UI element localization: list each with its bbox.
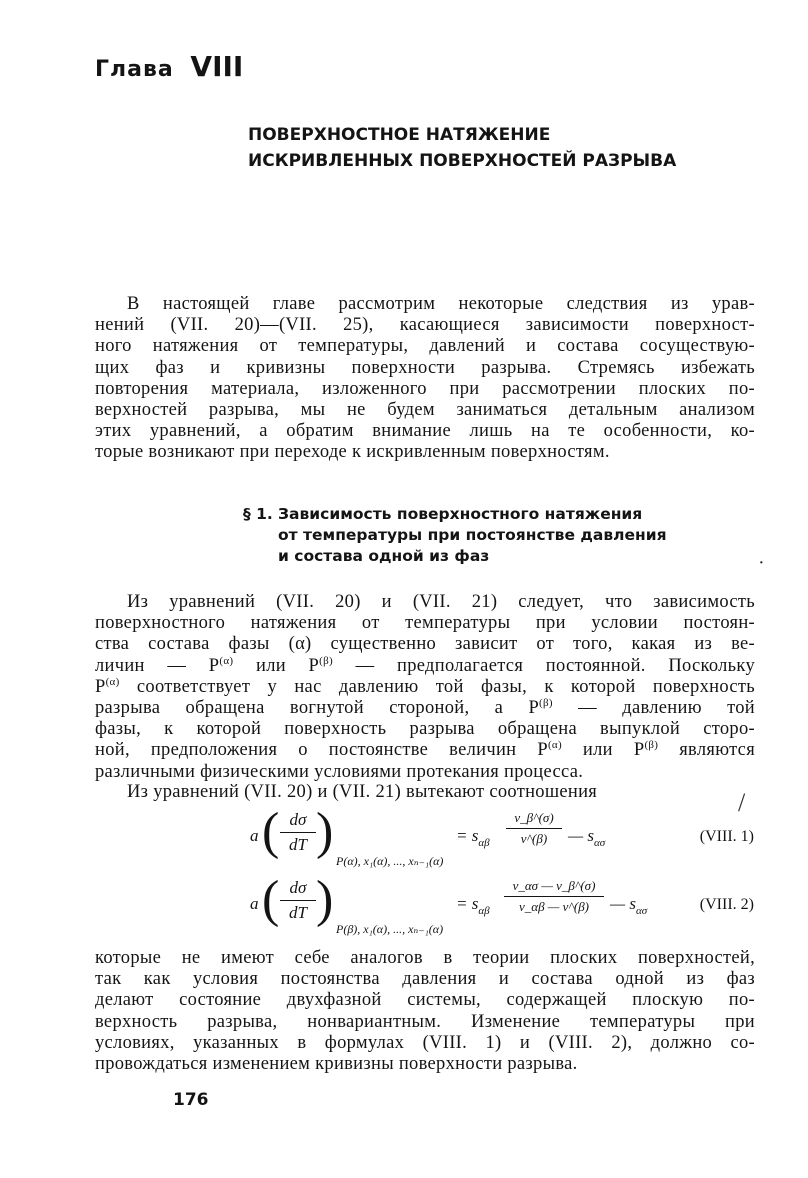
text-line bbox=[95, 698, 755, 719]
text-line bbox=[95, 656, 755, 677]
eq-right-paren: ) bbox=[316, 803, 334, 860]
chapter-title-line-2: ИСКРИВЛЕННЫХ ПОВЕРХНОСТЕЙ РАЗРЫВА bbox=[248, 151, 677, 171]
text-run: — предполагается постоянной. Поскольку bbox=[332, 655, 755, 676]
text-run: — давлению той bbox=[552, 698, 756, 719]
text-line bbox=[95, 740, 755, 761]
eq-numerator: dσ bbox=[289, 810, 307, 829]
eq-denominator: v_αβ — v^(β) bbox=[518, 899, 589, 914]
eq-fraction bbox=[504, 878, 604, 915]
eq-numerator: v_ασ — v_β^(σ) bbox=[512, 878, 596, 893]
eq-s-subscript: αβ bbox=[478, 905, 490, 917]
eq-numerator: v_β^(σ) bbox=[514, 810, 554, 825]
text-line: провождаться изменением кривизны поверхности разрыва. bbox=[95, 1054, 578, 1075]
text-line: фазы, к которой поверхность разрыва обращена выпуклой сторо- bbox=[95, 719, 755, 740]
text-run: соответствует у нас давлению той фазы, к которой поверхность bbox=[119, 676, 755, 697]
eq-s-subscript: αβ bbox=[478, 837, 490, 849]
section-title-line-1: Зависимость поверхностного натяжения bbox=[278, 505, 643, 523]
text-line: щих фаз и кривизны поверхности разрыва. Стремясь избежать bbox=[95, 357, 755, 378]
eq-left-paren: ( bbox=[262, 803, 280, 860]
text-line: Из уравнений (VII. 20) и (VII. 21) вытекают соотношения bbox=[127, 782, 598, 802]
text-line: которые не имеют себе аналогов в теории плоских поверхностей, bbox=[95, 948, 755, 968]
text-line: нений (VII. 20)—(VII. 25), касающиеся зависимости поверхност- bbox=[95, 315, 755, 336]
text-line: ного натяжения от температуры, давлений и состава сосуществую- bbox=[95, 336, 755, 357]
text-line: этих уравнений, а обратим внимание лишь на те особенности, ко- bbox=[95, 421, 755, 442]
chapter-prefix: Глава bbox=[95, 57, 174, 82]
text-line: Из уравнений (VII. 20) и (VII. 21) следует, что зависимость bbox=[127, 592, 755, 612]
eq-rhs-s bbox=[456, 894, 490, 917]
text-line bbox=[95, 677, 755, 698]
eq-subscript: P(α), x₁(α), ..., xₙ₋₁(α) bbox=[336, 854, 444, 868]
eq-rhs-minus bbox=[610, 894, 648, 917]
superscript: (β) bbox=[539, 697, 553, 710]
text-line: ства состава фазы (α) существенно зависит от того, какая из ве- bbox=[95, 634, 755, 655]
equation-viii-2 bbox=[250, 871, 760, 954]
text-line: условиях, указанных в формулах (VIII. 1) и (VIII. 2), должно со- bbox=[95, 1032, 755, 1053]
eq-denominator: dT bbox=[289, 835, 307, 854]
chapter-title bbox=[248, 122, 676, 174]
chapter-heading bbox=[95, 50, 243, 83]
eq-equals-s: = s bbox=[456, 826, 479, 845]
eq-fraction bbox=[506, 810, 562, 847]
body-paragraph-2 bbox=[95, 592, 755, 783]
eq-s-subscript: ασ bbox=[593, 837, 606, 849]
text-run: P bbox=[95, 676, 106, 697]
text-run: или P bbox=[233, 655, 320, 676]
eq-left-paren: ( bbox=[262, 871, 280, 928]
text-line: верхность разрыва, нонвариантным. Изменение температуры при bbox=[95, 1011, 755, 1032]
section-title-line-3: и состава одной из фаз bbox=[278, 547, 490, 565]
fraction-bar bbox=[280, 900, 316, 901]
eq-rhs-s bbox=[456, 826, 490, 849]
text-line: поверхностного натяжения от температуры при условии постоян- bbox=[95, 613, 755, 634]
text-run: являются bbox=[658, 740, 755, 761]
eq-right-paren: ) bbox=[316, 871, 334, 928]
eq-subscript: P(β), x₁(α), ..., xₙ₋₁(α) bbox=[336, 922, 444, 936]
chapter-number: VIII bbox=[190, 50, 244, 83]
eq-rhs-minus bbox=[568, 826, 606, 849]
text-run: личин — P bbox=[95, 655, 220, 676]
eq-minus-s: — s bbox=[610, 894, 636, 913]
text-line: повторения материала, изложенного при рассмотрении плоских по- bbox=[95, 378, 755, 399]
text-run: ной, предположения о постоянстве величин P bbox=[95, 740, 548, 761]
text-run: разрыва обращена вогнутой стороной, а P bbox=[95, 698, 540, 719]
section-heading bbox=[243, 504, 667, 567]
eq-coefficient: a bbox=[250, 826, 259, 845]
eq-coefficient: a bbox=[250, 894, 259, 913]
text-line: различными физическими условиями протекания процесса. bbox=[95, 761, 584, 782]
equation-number: (VIII. 2) bbox=[699, 896, 754, 913]
fraction-bar bbox=[280, 832, 316, 833]
superscript: (α) bbox=[219, 654, 234, 667]
margin-slash: / bbox=[738, 788, 746, 817]
equation-number: (VIII. 1) bbox=[699, 828, 754, 845]
body-paragraph-3 bbox=[95, 782, 755, 803]
text-line: В настоящей главе рассмотрим некоторые следствия из урав- bbox=[127, 294, 755, 314]
intro-paragraph bbox=[95, 294, 755, 464]
text-line: так как условия постоянства давления и состава одной из фаз bbox=[95, 969, 755, 990]
chapter-title-line-1: ПОВЕРХНОСТНОЕ НАТЯЖЕНИЕ bbox=[248, 125, 551, 145]
fraction-bar bbox=[506, 828, 562, 829]
section-title-line-2: от температуры при постоянстве давления bbox=[278, 526, 667, 544]
eq-s-subscript: ασ bbox=[635, 905, 648, 917]
eq-denominator: dT bbox=[289, 903, 307, 922]
text-line: делают состояние двухфазной системы, содержащей плоскую по- bbox=[95, 990, 755, 1011]
text-run: или P bbox=[561, 740, 645, 761]
section-number: § 1. bbox=[243, 505, 273, 523]
eq-minus-s: — s bbox=[568, 826, 594, 845]
superscript: (α) bbox=[105, 675, 120, 688]
eq-derivative bbox=[280, 810, 316, 855]
superscript: (β) bbox=[319, 654, 333, 667]
fraction-bar bbox=[504, 896, 604, 897]
superscript: (α) bbox=[547, 739, 562, 752]
margin-dot: · bbox=[758, 552, 765, 574]
page-number: 176 bbox=[173, 1090, 209, 1110]
text-line: торые возникают при переходе к искривленным поверхностям. bbox=[95, 442, 610, 463]
eq-numerator: dσ bbox=[289, 878, 307, 897]
text-line: верхностей разрыва, мы не будем заниматься детальным анализом bbox=[95, 400, 755, 421]
body-paragraph-4 bbox=[95, 948, 755, 1075]
eq-equals-s: = s bbox=[456, 894, 479, 913]
eq-denominator: v^(β) bbox=[520, 831, 548, 846]
superscript: (β) bbox=[644, 739, 659, 752]
eq-derivative bbox=[280, 878, 316, 923]
